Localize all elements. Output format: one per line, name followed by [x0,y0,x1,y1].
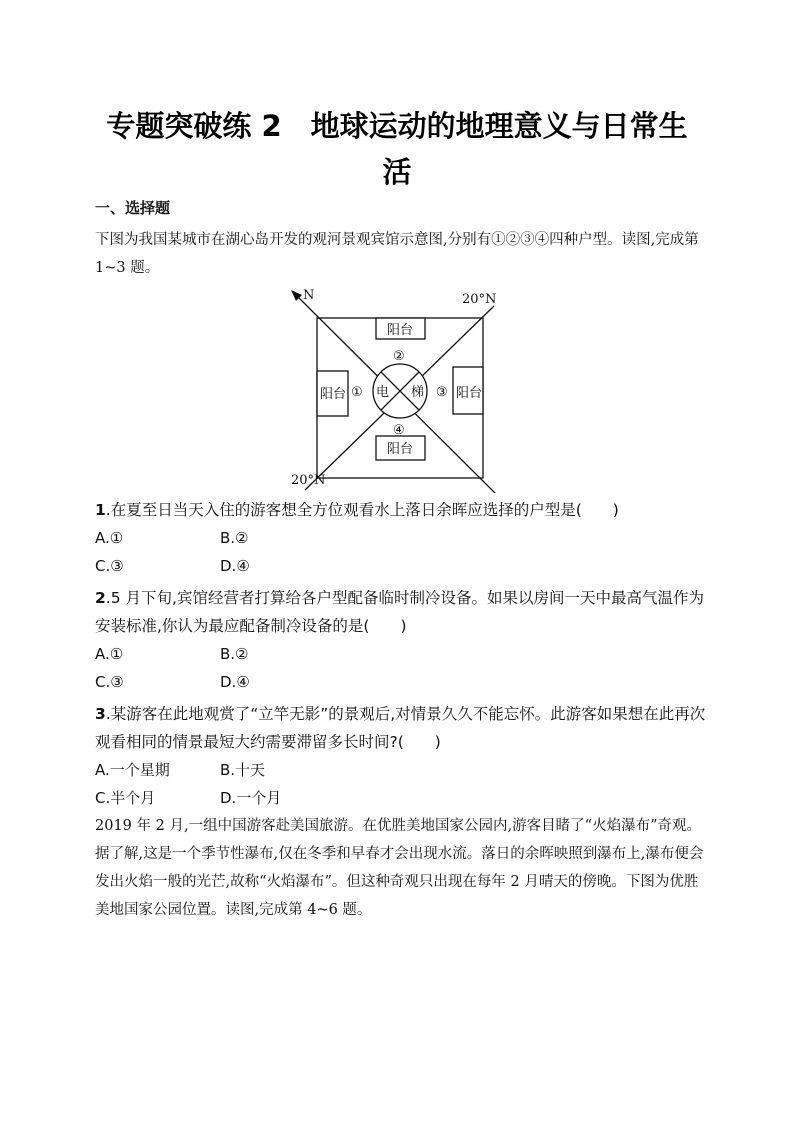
question-1-option-a[interactable]: A.① [95,529,124,547]
latitude-label-bottom: 20°N [291,473,326,488]
question-1-option-b[interactable]: B.② [220,529,249,547]
question-1-text: .在夏至日当天入住的游客想全方位观看水上落日余晖应选择的户型是( ) [105,501,619,519]
question-3-option-d[interactable]: D.一个月 [220,789,282,807]
section-heading: 一、选择题 [95,199,171,217]
question-1 [95,496,707,524]
balcony-right-label: 阳台 [456,386,483,401]
room-2-label: ② [393,349,405,364]
intro-paragraph-1: 下图为我国某城市在湖心岛开发的观河景观宾馆示意图,分别有①②③④四种户型。读图,完成第 1~3 题。 [95,232,699,276]
balcony-top-label: 阳台 [387,323,414,338]
question-3-number: 3 [95,705,106,723]
room-4-label: ④ [393,423,405,438]
room-1-label: ① [351,385,363,400]
question-3-option-b[interactable]: B.十天 [220,761,266,779]
north-label: N [303,288,315,303]
question-2 [95,584,707,640]
question-2-text: .5 月下旬,宾馆经营者打算给各户型配备临时制冷设备。如果以房间一天中最高气温作为安装标准,你认为最应配备制冷设备的是( ) [95,589,704,635]
question-1-number: 1 [95,501,106,519]
question-3-text: .某游客在此地观赏了“立竿无影”的景观后,对情景久久不能忘怀。此游客如果想在此再次观看相同的情景最短大约需要滞留多长时间?( ) [95,705,706,751]
latitude-label-top: 20°N [462,292,497,307]
elevator-label-left: 电 [376,385,390,400]
intro-paragraph-2: 2019 年 2 月,一组中国游客赴美国旅游。在优胜美地国家公园内,游客目睹了“火焰瀑布”奇观。据了解,这是一个季节性瀑布,仅在冬季和早春才会出现水流。落日的余晖映照到瀑布上,瀑布便会发出火焰一般的光芒,故称“火焰瀑布”。但这种奇观只出现在每年 2 月晴天的傍晚。下图为优胜美地国家公园位置。读图,完成第 4~6 题。 [95,818,704,918]
room-3-label: ③ [436,385,448,400]
question-2-option-a[interactable]: A.① [95,645,124,663]
elevator-label-right: 梯 [411,385,425,400]
question-3-option-a[interactable]: A.一个星期 [95,761,170,779]
question-2-number: 2 [95,589,106,607]
page-title-line1: 专题突破练 2 地球运动的地理意义与日常生 [106,109,688,143]
question-3 [95,700,707,756]
question-2-option-c[interactable]: C.③ [95,673,124,691]
question-1-option-c[interactable]: C.③ [95,557,124,575]
page-title-line2: 活 [382,155,412,189]
hotel-plan-diagram [0,283,794,493]
question-2-option-b[interactable]: B.② [220,645,249,663]
question-2-option-d[interactable]: D.④ [220,673,250,691]
balcony-left-label: 阳台 [320,387,347,402]
question-3-option-c[interactable]: C.半个月 [95,789,156,807]
balcony-bottom-label: 阳台 [387,442,414,457]
question-1-option-d[interactable]: D.④ [220,557,250,575]
